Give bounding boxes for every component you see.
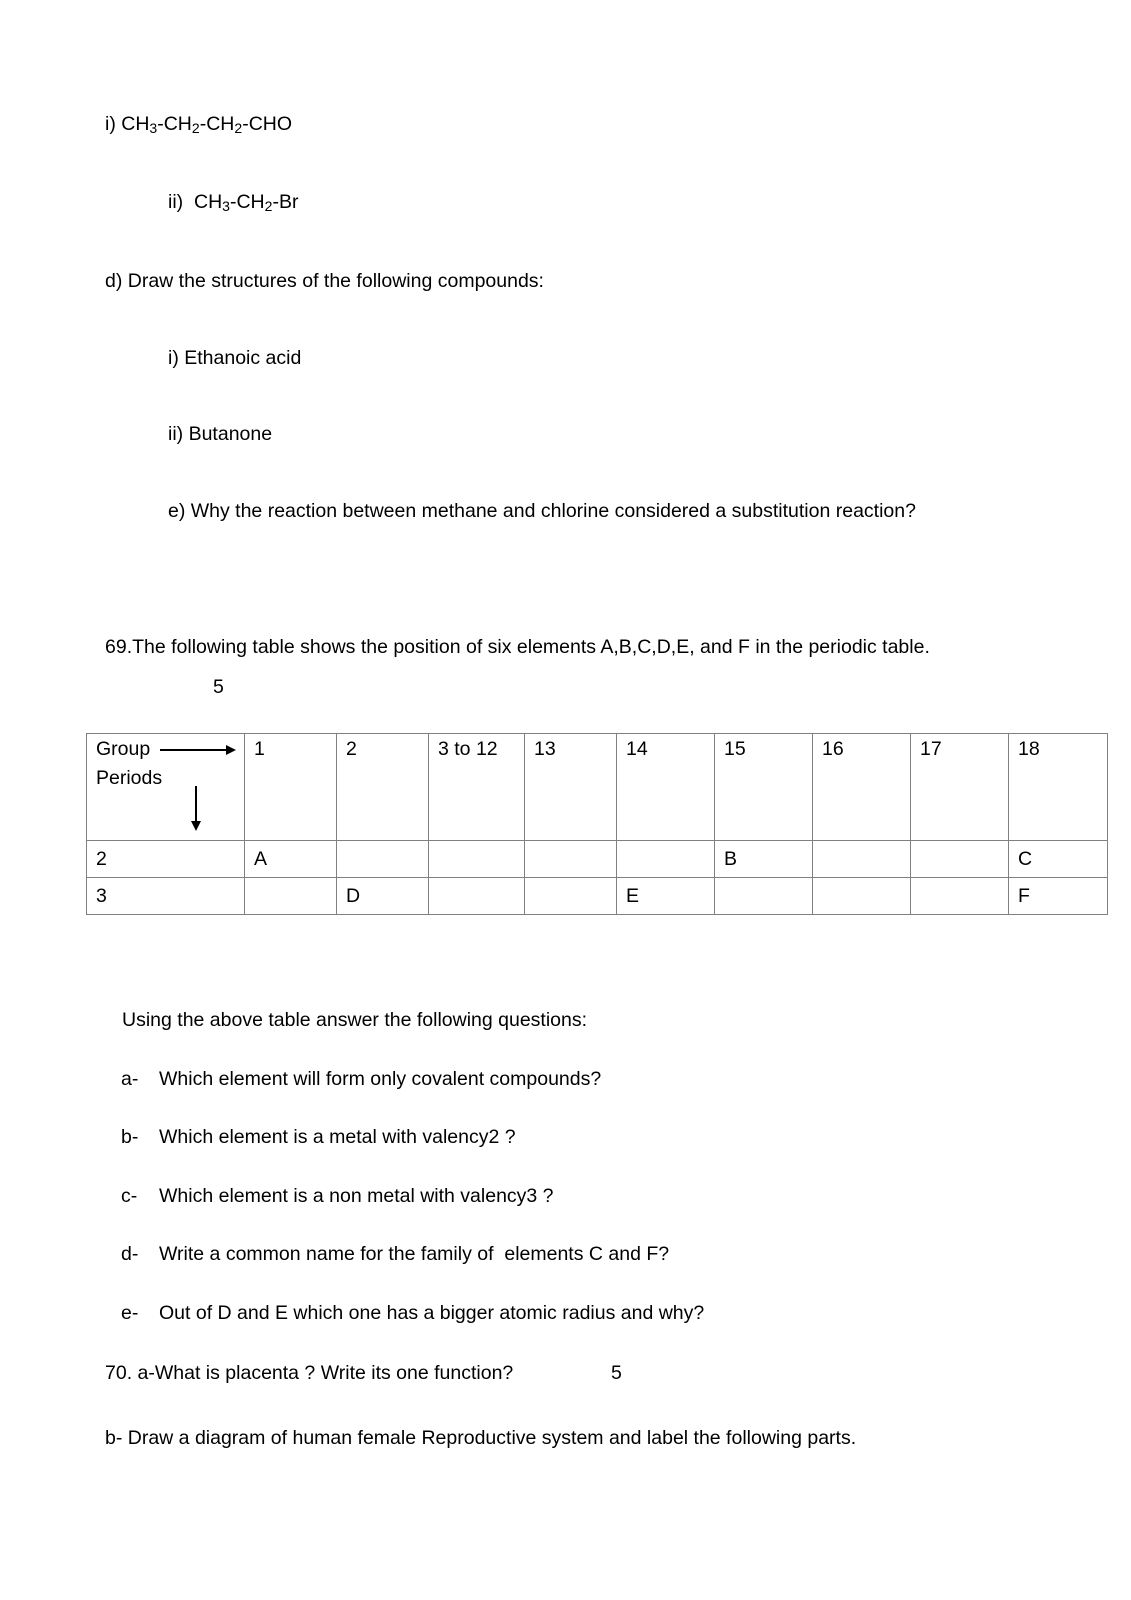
table-cell: D bbox=[337, 878, 429, 915]
formula-part: -CH bbox=[157, 113, 192, 135]
formula-part: ii) CH bbox=[168, 191, 223, 213]
subscript: 3 bbox=[149, 120, 158, 137]
question-70a-text: 70. a-What is placenta ? Write its one function? bbox=[105, 1362, 514, 1384]
table-corner-cell bbox=[87, 734, 245, 841]
table-cell bbox=[429, 841, 525, 878]
group-header-2: 2 bbox=[337, 734, 429, 841]
sub-question-b-marker: b- bbox=[121, 1126, 139, 1148]
subscript: 2 bbox=[234, 120, 243, 137]
table-cell: E bbox=[617, 878, 715, 915]
table-cell: F bbox=[1009, 878, 1108, 915]
group-header-18: 18 bbox=[1009, 734, 1108, 841]
sub-question-e-text: Out of D and E which one has a bigger atomic radius and why? bbox=[159, 1302, 705, 1324]
table-cell bbox=[337, 841, 429, 878]
formula-part: -CH bbox=[199, 113, 235, 135]
sub-question-e-marker: e- bbox=[121, 1302, 139, 1324]
table-cell bbox=[525, 878, 617, 915]
question-e-text: e) Why the reaction between methane and chlorine considered a substitution reaction? bbox=[168, 500, 916, 522]
group-header-16: 16 bbox=[813, 734, 911, 841]
subscript: 2 bbox=[191, 120, 200, 137]
group-header-13: 13 bbox=[525, 734, 617, 841]
group-header-1: 1 bbox=[245, 734, 337, 841]
compound-c-i-formula bbox=[105, 111, 292, 137]
formula-part: -CH bbox=[229, 191, 265, 213]
sub-question-c-marker: c- bbox=[121, 1185, 138, 1207]
formula-part: -Br bbox=[272, 191, 299, 213]
subscript: 3 bbox=[222, 198, 230, 215]
table-cell bbox=[617, 841, 715, 878]
table-cell bbox=[813, 878, 911, 915]
compound-c-ii-formula bbox=[168, 189, 298, 215]
periods-axis-label: Periods bbox=[96, 767, 163, 789]
sub-question-d-text: Write a common name for the family of elements C and F? bbox=[159, 1243, 670, 1265]
period-label: 3 bbox=[87, 878, 245, 915]
question-69-text: 69.The following table shows the position of six elements A,B,C,D,E, and F in the periodic table. bbox=[105, 636, 930, 658]
sub-question-a-text: Which element will form only covalent compounds? bbox=[159, 1068, 602, 1090]
group-header-14: 14 bbox=[617, 734, 715, 841]
group-axis-label: Group bbox=[96, 738, 151, 760]
question-70b-text: b- Draw a diagram of human female Reproductive system and label the following parts. bbox=[105, 1427, 857, 1449]
table-header-row bbox=[87, 734, 1108, 841]
period-label: 2 bbox=[87, 841, 245, 878]
question-69-marks: 5 bbox=[213, 676, 224, 698]
question-d-prompt: d) Draw the structures of the following compounds: bbox=[105, 270, 544, 292]
question-d-item-ii: ii) Butanone bbox=[168, 423, 273, 445]
question-d-item-i: i) Ethanoic acid bbox=[168, 347, 302, 369]
arrow-down-icon bbox=[190, 786, 202, 831]
group-header-17: 17 bbox=[911, 734, 1009, 841]
table-cell bbox=[525, 841, 617, 878]
formula-part: i) CH bbox=[105, 113, 150, 135]
sub-question-a-marker: a- bbox=[121, 1068, 139, 1090]
table-cell bbox=[813, 841, 911, 878]
table-cell: A bbox=[245, 841, 337, 878]
table-cell bbox=[911, 878, 1009, 915]
question-70a-marks: 5 bbox=[611, 1362, 622, 1384]
group-header-3-to-12: 3 to 12 bbox=[429, 734, 525, 841]
formula-part: -CHO bbox=[242, 113, 293, 135]
table-row bbox=[87, 841, 1108, 878]
table-cell bbox=[715, 878, 813, 915]
sub-question-b-text: Which element is a metal with valency2 ? bbox=[159, 1126, 516, 1148]
table-row bbox=[87, 878, 1108, 915]
table-cell bbox=[429, 878, 525, 915]
table-cell: B bbox=[715, 841, 813, 878]
subscript: 2 bbox=[264, 198, 273, 215]
using-table-instruction: Using the above table answer the following questions: bbox=[122, 1009, 588, 1031]
table-cell: C bbox=[1009, 841, 1108, 878]
periodic-position-table bbox=[86, 733, 1108, 915]
table-cell bbox=[911, 841, 1009, 878]
sub-question-c-text: Which element is a non metal with valency3 ? bbox=[159, 1185, 554, 1207]
group-header-15: 15 bbox=[715, 734, 813, 841]
arrow-right-icon bbox=[160, 744, 236, 756]
table-cell bbox=[245, 878, 337, 915]
sub-question-d-marker: d- bbox=[121, 1243, 139, 1265]
